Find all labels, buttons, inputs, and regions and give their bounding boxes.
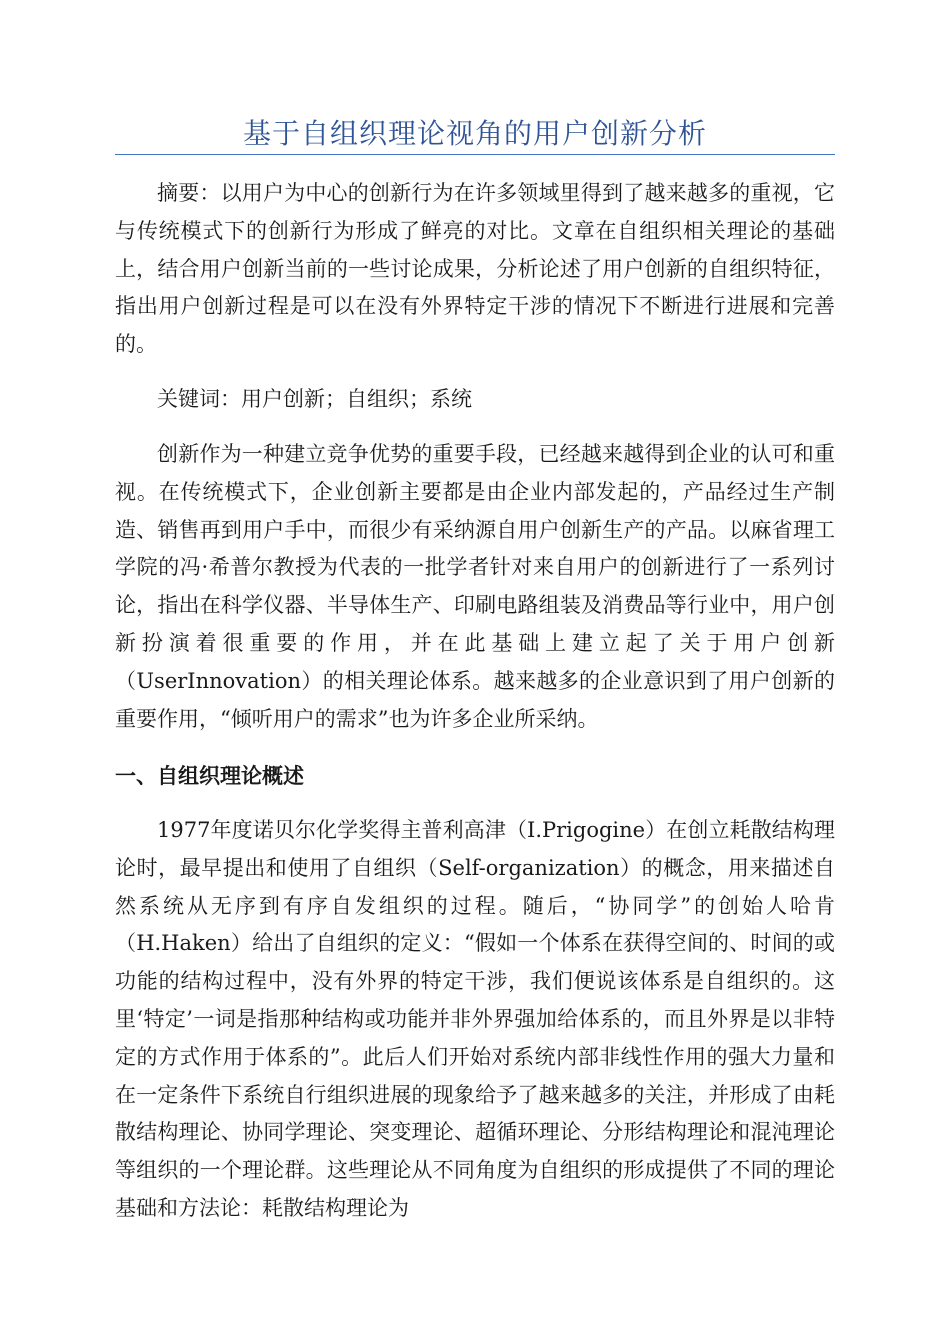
abstract-paragraph: 摘要：以用户为中心的创新行为在许多领域里得到了越来越多的重视，它与传统模式下的创新行为形成了鲜亮的对比。文章在自组织相关理论的基础上，结合用户创新当前的一些讨论成果，分析论述了用户创新的自组织特征，指出用户创新过程是可以在没有外界特定干涉的情况下不断进行进展和完善的。	[115, 181, 835, 357]
section-heading: 一、自组织理论概述	[115, 763, 304, 788]
section-paragraph: 1977年度诺贝尔化学奖得主普利高津（I.Prigogine）在创立耗散结构理论时，最早提出和使用了自组织（Self-organization）的概念，用来描述自然系统从无序到有序自发组织的过程。随后，“协同学”的创始人哈肯（H.Haken）给出了自组织的定义：“假如一个体系在获得空间的、时间的或功能的结构过程中，没有外界的特定干涉，我们便说该体系是自组织的。这里‘特定’一词是指那种结构或功能并非外界强加给体系的，而且外界是以非特定的方式作用于体系的”。此后人们开始对系统内部非线性作用的强大力量和在一定条件下系统自行组织进展的现象给予了越来越多的关注，并形成了由耗散结构理论、协同学理论、突变理论、超循环理论、分形结构理论和混沌理论等组织的一个理论群。这些理论从不同角度为自组织的形成提供了不同的理论基础和方法论：耗散结构理论为	[115, 818, 835, 1220]
keywords-line: 关键词：用户创新；自组织；系统	[157, 387, 472, 411]
title-underline	[115, 154, 835, 155]
intro-paragraph: 创新作为一种建立竞争优势的重要手段，已经越来越得到企业的认可和重视。在传统模式下，企业创新主要都是由企业内部发起的，产品经过生产制造、销售再到用户手中，而很少有采纳源自用户创新生产的产品。以麻省理工学院的冯·希普尔教授为代表的一批学者针对来自用户的创新进行了一系列讨论，指出在科学仪器、半导体生产、印刷电路组装及消费品等行业中，用户创新扮演着很重要的作用，并在此基础上建立起了关于用户创新（UserInnovation）的相关理论体系。越来越多的企业意识到了用户创新的重要作用，“倾听用户的需求”也为许多企业所采纳。	[115, 442, 835, 731]
document-title: 基于自组织理论视角的用户创新分析	[242, 117, 707, 150]
